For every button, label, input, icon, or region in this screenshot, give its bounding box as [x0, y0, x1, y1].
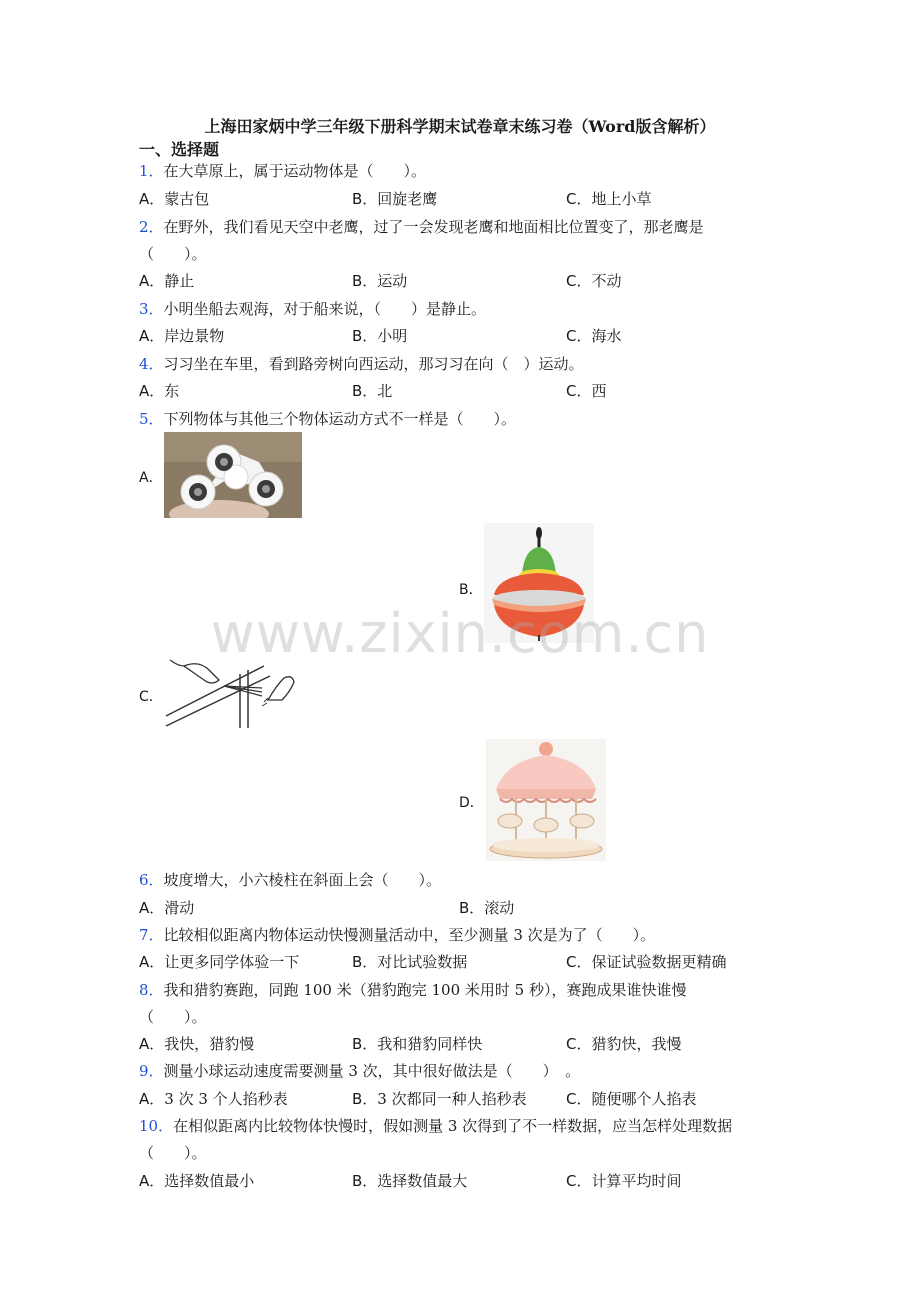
question-number: 9． — [139, 1062, 164, 1080]
option-a[interactable]: A．蒙古包 — [139, 190, 210, 208]
question-number: 10． — [139, 1117, 174, 1135]
question-text: 比较相似距离内物体运动快慢测量活动中，至少测量 3 次是为了（ ）。 — [163, 926, 656, 944]
question-text: 坡度增大，小六棱柱在斜面上会（ ）。 — [163, 871, 442, 889]
option-a[interactable]: A．选择数值最小 — [139, 1172, 255, 1190]
question-text: 习习坐在车里，看到路旁树向西运动，那习习在向（ ）运动。 — [163, 355, 584, 373]
option-a[interactable]: A．静止 — [139, 272, 195, 290]
question-continuation: （ ）。 — [139, 245, 207, 263]
option-a[interactable]: A．3 次 3 个人掐秒表 — [139, 1090, 288, 1108]
question-number: 5． — [139, 410, 164, 428]
question-number: 1． — [139, 162, 164, 180]
page-title: 上海田家炳中学三年级下册科学期末试卷章末练习卷（Word版含解析） — [204, 117, 716, 136]
option-a[interactable]: A．让更多同学体验一下 — [139, 953, 300, 971]
option-b[interactable]: B．小明 — [352, 327, 408, 345]
option-a[interactable]: A．东 — [139, 382, 180, 400]
question-number: 6． — [139, 871, 164, 889]
option-a[interactable]: A．岸边景物 — [139, 327, 225, 345]
question-number: 3． — [139, 300, 164, 318]
option-a[interactable]: A．滑动 — [139, 899, 195, 917]
question-4 — [139, 353, 584, 374]
image-option-a-label[interactable]: A． — [139, 470, 163, 486]
question-6 — [139, 869, 441, 890]
question-8 — [139, 979, 686, 1000]
carousel-image — [486, 739, 606, 861]
question-text: 小明坐船去观海，对于船来说，（ ）是静止。 — [163, 300, 487, 318]
option-b[interactable]: B．滚动 — [459, 899, 515, 917]
section-heading: 一、选择题 — [139, 140, 220, 159]
question-number: 2． — [139, 218, 164, 236]
question-number: 7． — [139, 926, 164, 944]
question-3 — [139, 298, 486, 319]
question-1 — [139, 160, 426, 181]
question-text: 下列物体与其他三个物体运动方式不一样是（ ）。 — [163, 410, 517, 428]
option-c[interactable]: C．保证试验数据更精确 — [566, 953, 727, 971]
option-b[interactable]: B．选择数值最大 — [352, 1172, 468, 1190]
fidget-spinner-image — [164, 432, 302, 518]
option-c[interactable]: C．地上小草 — [566, 190, 652, 208]
option-b[interactable]: B．3 次都同一种人掐秒表 — [352, 1090, 527, 1108]
watermark: www.zixin.com.cn — [210, 602, 710, 665]
question-number: 8． — [139, 981, 164, 999]
question-7 — [139, 924, 655, 945]
question-text: 测量小球运动速度需要测量 3 次，其中很好做法是（ ） 。 — [163, 1062, 581, 1080]
option-c[interactable]: C．不动 — [566, 272, 622, 290]
image-option-b-label[interactable]: B． — [459, 582, 483, 598]
option-c[interactable]: C．西 — [566, 382, 607, 400]
option-b[interactable]: B．回旋老鹰 — [352, 190, 438, 208]
question-5 — [139, 408, 516, 429]
question-text: 在相似距离内比较物体快慢时，假如测量 3 次得到了不一样数据，应当怎样处理数据 — [173, 1117, 733, 1135]
option-c[interactable]: C．随便哪个人掐表 — [566, 1090, 697, 1108]
option-b[interactable]: B．运动 — [352, 272, 408, 290]
question-text: 在大草原上，属于运动物体是（ ）。 — [163, 162, 427, 180]
question-text: 在野外，我们看见天空中老鹰，过了一会发现老鹰和地面相比位置变了，那老鹰是 — [163, 218, 704, 236]
image-option-c-label[interactable]: C． — [139, 689, 163, 705]
option-c[interactable]: C．猎豹快，我慢 — [566, 1035, 682, 1053]
option-b[interactable]: B．北 — [352, 382, 393, 400]
question-2 — [139, 216, 704, 237]
question-9 — [139, 1060, 580, 1081]
image-option-d-label[interactable]: D． — [459, 795, 484, 811]
question-10 — [139, 1115, 732, 1136]
plucking-strip-image — [164, 656, 300, 730]
option-a[interactable]: A．我快，猎豹慢 — [139, 1035, 255, 1053]
option-c[interactable]: C．海水 — [566, 327, 622, 345]
question-continuation: （ ）。 — [139, 1008, 207, 1026]
option-b[interactable]: B．我和猎豹同样快 — [352, 1035, 483, 1053]
option-c[interactable]: C．计算平均时间 — [566, 1172, 682, 1190]
question-number: 4． — [139, 355, 164, 373]
question-continuation: （ ）。 — [139, 1144, 207, 1162]
option-b[interactable]: B．对比试验数据 — [352, 953, 468, 971]
question-text: 我和猎豹赛跑，同跑 100 米（猎豹跑完 100 米用时 5 秒），赛跑成果谁快谁慢 — [163, 981, 687, 999]
